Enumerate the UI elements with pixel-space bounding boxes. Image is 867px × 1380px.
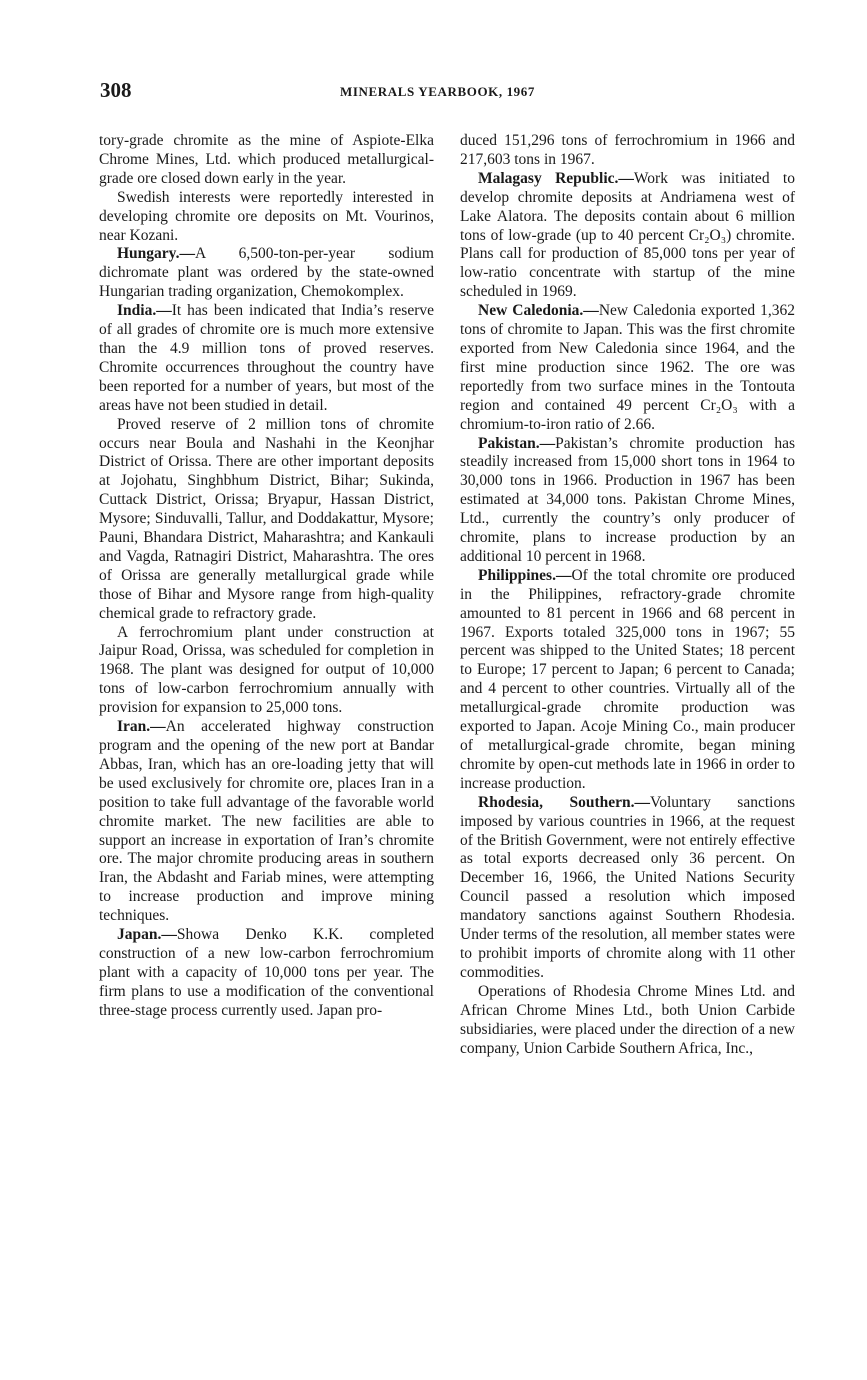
section-heading: India.— [117, 302, 172, 320]
section-heading: Hungary.— [117, 245, 195, 263]
section-heading: Philippines.— [478, 566, 572, 584]
paragraph-text: New Caledonia exported 1,362 tons of chromite to Japan. This was the first chromite exported from New Caledonia since 1964, and the first mine production since 1962. The ore was reportedly from two surface mines in the Tontouta region and contained 49 percent Cr₂O₃ with a chromium-to-iron ratio of 2.66. [460, 302, 795, 433]
section-heading: Iran.— [117, 718, 166, 736]
paragraph-text: Work was initiated to develop chromite deposits at Andriamena west of Lake Alatora. The deposits contain about 6 million tons of low-grade (up to 40 percent Cr₂O₃) chromite. Plans call for production of 85,000 tons per year of low-ratio concentrate with startup of the mine scheduled in 1969. [460, 169, 795, 301]
paragraph-malagasy [460, 170, 795, 302]
paragraph [99, 189, 434, 246]
left-column [99, 132, 434, 1021]
paragraph-text: It has been indicated that India’s reserve of all grades of chromite ore is much more extensive than the 4.9 million tons of proved reserves. Chromite occurrences throughout the country have been reported for a number of years, but most of the areas have not been studied in detail. [99, 302, 434, 414]
paragraph [99, 624, 434, 719]
paragraph [99, 132, 434, 189]
paragraph-hungary [99, 245, 434, 302]
paragraph-text: duced 151,296 tons of ferrochromium in 1966 and 217,603 tons in 1967. [460, 132, 795, 168]
paragraph-text: Operations of Rhodesia Chrome Mines Ltd. and African Chrome Mines Ltd., both Union Carbide subsidiaries, were placed under the direction of a new company, Union Carbide Southern Africa, Inc., [460, 982, 795, 1057]
paragraph-text: A ferrochromium plant under construction at Jaipur Road, Orissa, was scheduled for completion in 1968. The plant was designed for output of 10,000 tons of low-carbon ferrochromium annually with provision for expansion to 25,000 tons. [99, 623, 434, 717]
paragraph-text: Swedish interests were reportedly interested in developing chromite ore deposits on Mt. Vourinos, near Kozani. [99, 188, 434, 244]
paragraph-text: An accelerated highway construction program and the opening of the new port at Bandar Abbas, Iran, which has an ore-loading jetty that will be used exclusively for chromite ore, places Iran in a position to take full advantage of the favorable world chromite market. The new facilities are able to support an increase in exportation of Iran’s chromite ore. The major chromite producing areas in southern Iran, the Abdasht and Fariab mines, were attempting to increase production and improve mining techniques. [99, 718, 434, 925]
paragraph-text: A 6,500-ton-per-year sodium dichromate plant was ordered by the state-owned Hungarian trading organization, Chemokomplex. [99, 245, 434, 301]
paragraph-text: Showa Denko K.K. completed construction of a new low-carbon ferrochromium plant with a capacity of 10,000 tons per year. The firm plans to use a modification of the conventional three-stage process currently used. Japan pro- [99, 926, 434, 1019]
section-heading: Rhodesia, Southern.— [478, 793, 650, 811]
paragraph [99, 416, 434, 624]
section-heading: Japan.— [117, 926, 177, 944]
paragraph-text: Voluntary sanctions imposed by various countries in 1966, at the request of the British Government, were not entirely effective as total exports decreased only 36 percent. On December 16, 1966, the United Nations Security Council passed a resolution which imposed mandatory sanctions against Southern Rhodesia. Under terms of the resolution, all member states were to prohibit imports of chromite along with 11 other commodities. [460, 793, 795, 981]
page-header [100, 78, 800, 104]
paragraph-philippines [460, 567, 795, 794]
section-heading: Malagasy Republic.— [478, 169, 634, 187]
section-heading: Pakistan.— [478, 434, 556, 452]
paragraph-rhodesia [460, 794, 795, 983]
paragraph-pakistan [460, 435, 795, 567]
paragraph [460, 132, 795, 170]
paragraph-new-caledonia [460, 302, 795, 434]
right-column [460, 132, 795, 1058]
paragraph [460, 983, 795, 1059]
paragraph-text: Pakistan’s chromite production has steadily increased from 15,000 short tons in 1964 to 30,000 tons in 1966. Production in 1967 has been estimated at 34,000 tons. Pakistan Chrome Mines, Ltd., currently the country’s only producer of chromite, plans to increase production by an additional 10 percent in 1968. [460, 434, 795, 565]
paragraph-iran [99, 718, 434, 926]
paragraph-text: Of the total chromite ore produced in the Philippines, refractory-grade chromite amounted to 81 percent in 1966 and 68 percent in 1967. Exports totaled 325,000 tons in 1967; 55 percent was shipped to the United States; 18 percent to Europe; 17 percent to Japan; 6 percent to Canada; and 4 percent to other countries. Virtually all of the metallurgical-grade chromite production was exported to Japan. Acoje Mining Co., main producer of metallurgical-grade chromite, began mining chromite by open-cut methods late in 1966 in order to increase production. [460, 566, 795, 792]
running-title: MINERALS YEARBOOK, 1967 [340, 84, 535, 99]
page-number: 308 [100, 78, 132, 102]
paragraph-text: tory-grade chromite as the mine of Aspiote-Elka Chrome Mines, Ltd. which produced metallurgical-grade ore closed down early in the year. [99, 132, 434, 187]
section-heading: New Caledonia.— [478, 302, 599, 320]
paragraph-japan [99, 926, 434, 1021]
paragraph-india [99, 302, 434, 415]
paragraph-text: Proved reserve of 2 million tons of chromite occurs near Boula and Nashahi in the Keonjhar District of Orissa. There are other important deposits at Jojohatu, Singhbhum District, Bihar; Sukinda, Cuttack District, Orissa; Bryapur, Hassan District, Mysore; Sinduvalli, Tallur, and Doddakattur, Mysore; Pauni, Bhandara District, Maharashtra; and Kankauli and Vagda, Ratnagiri District, Maharashtra. The ores of Orissa are generally metallurgical grade while those of Bihar and Mysore range from high-quality chemical grade to refractory grade. [99, 415, 434, 622]
